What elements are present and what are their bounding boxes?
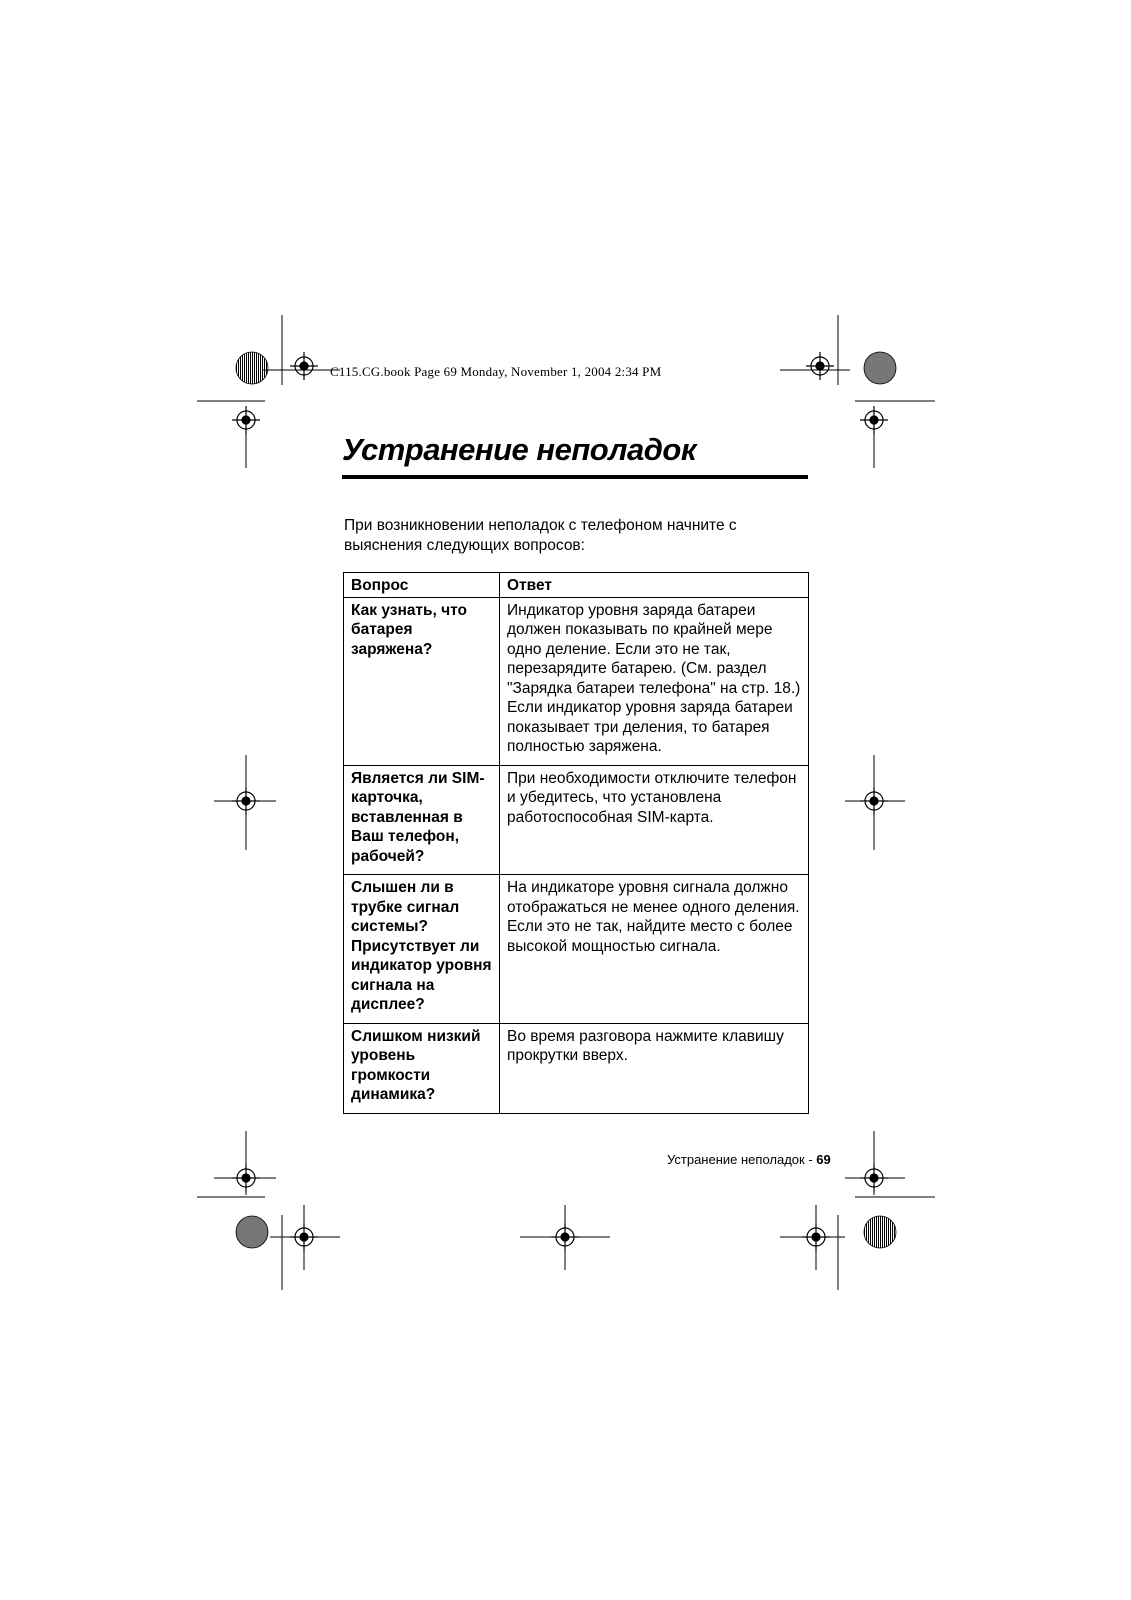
question-cell: Является ли SIM-карточка, вставленная в Ваш телефон, рабочей? [344, 765, 500, 875]
registration-target [232, 1164, 260, 1192]
page-title: Устранение неполадок [342, 432, 697, 467]
star-target [864, 1216, 896, 1248]
registration-target [290, 1223, 318, 1251]
column-header-question: Вопрос [344, 573, 500, 598]
registration-target [860, 1164, 888, 1192]
table-header-row [344, 573, 809, 598]
question-cell: Слишком низкий уровень громкости динамика? [344, 1023, 500, 1113]
registration-target [860, 406, 888, 434]
footer-section-title: Устранение неполадок [667, 1152, 805, 1167]
question-cell: Слышен ли в трубке сигнал системы? Присутствует ли индикатор уровня сигнала на дисплее? [344, 875, 500, 1024]
question-cell: Как узнать, что батарея заряжена? [344, 597, 500, 765]
page-footer [667, 1152, 831, 1167]
answer-cell: Индикатор уровня заряда батареи должен показывать по крайней мере одно деление. Если это не так, перезарядите батарею. (См. раздел "Зарядка батареи телефона" на стр. 18.) Если индикатор уровня заряда батареи показывает три деления, то батарея полностью заряжена. [500, 597, 809, 765]
registration-target [232, 787, 260, 815]
table-row [344, 597, 809, 765]
registration-target [551, 1223, 579, 1251]
tone-target [864, 352, 896, 384]
column-header-answer: Ответ [500, 573, 809, 598]
title-underline [342, 475, 808, 479]
table-row [344, 875, 809, 1024]
table-row [344, 765, 809, 875]
registration-target [802, 1223, 830, 1251]
registration-target [806, 352, 834, 380]
print-header: C115.CG.book Page 69 Monday, November 1, 2004 2:34 PM [330, 364, 662, 379]
troubleshooting-table [343, 572, 809, 1114]
page-number: 69 [816, 1152, 831, 1167]
registration-target [290, 352, 318, 380]
footer-separator: - [804, 1152, 817, 1167]
registration-target [232, 406, 260, 434]
tone-target [236, 1216, 268, 1248]
answer-cell: На индикаторе уровня сигнала должно отображаться не менее одного деления. Если это не так, найдите место с более высокой мощностью сигнала. [500, 875, 809, 1024]
table-row [344, 1023, 809, 1113]
answer-cell: Во время разговора нажмите клавишу прокрутки вверх. [500, 1023, 809, 1113]
star-target [236, 352, 268, 384]
answer-cell: При необходимости отключите телефон и убедитесь, что установлена работоспособная SIM-карта. [500, 765, 809, 875]
intro-paragraph: При возникновении неполадок с телефоном начните с выяснения следующих вопросов: [344, 517, 737, 554]
registration-target [860, 787, 888, 815]
